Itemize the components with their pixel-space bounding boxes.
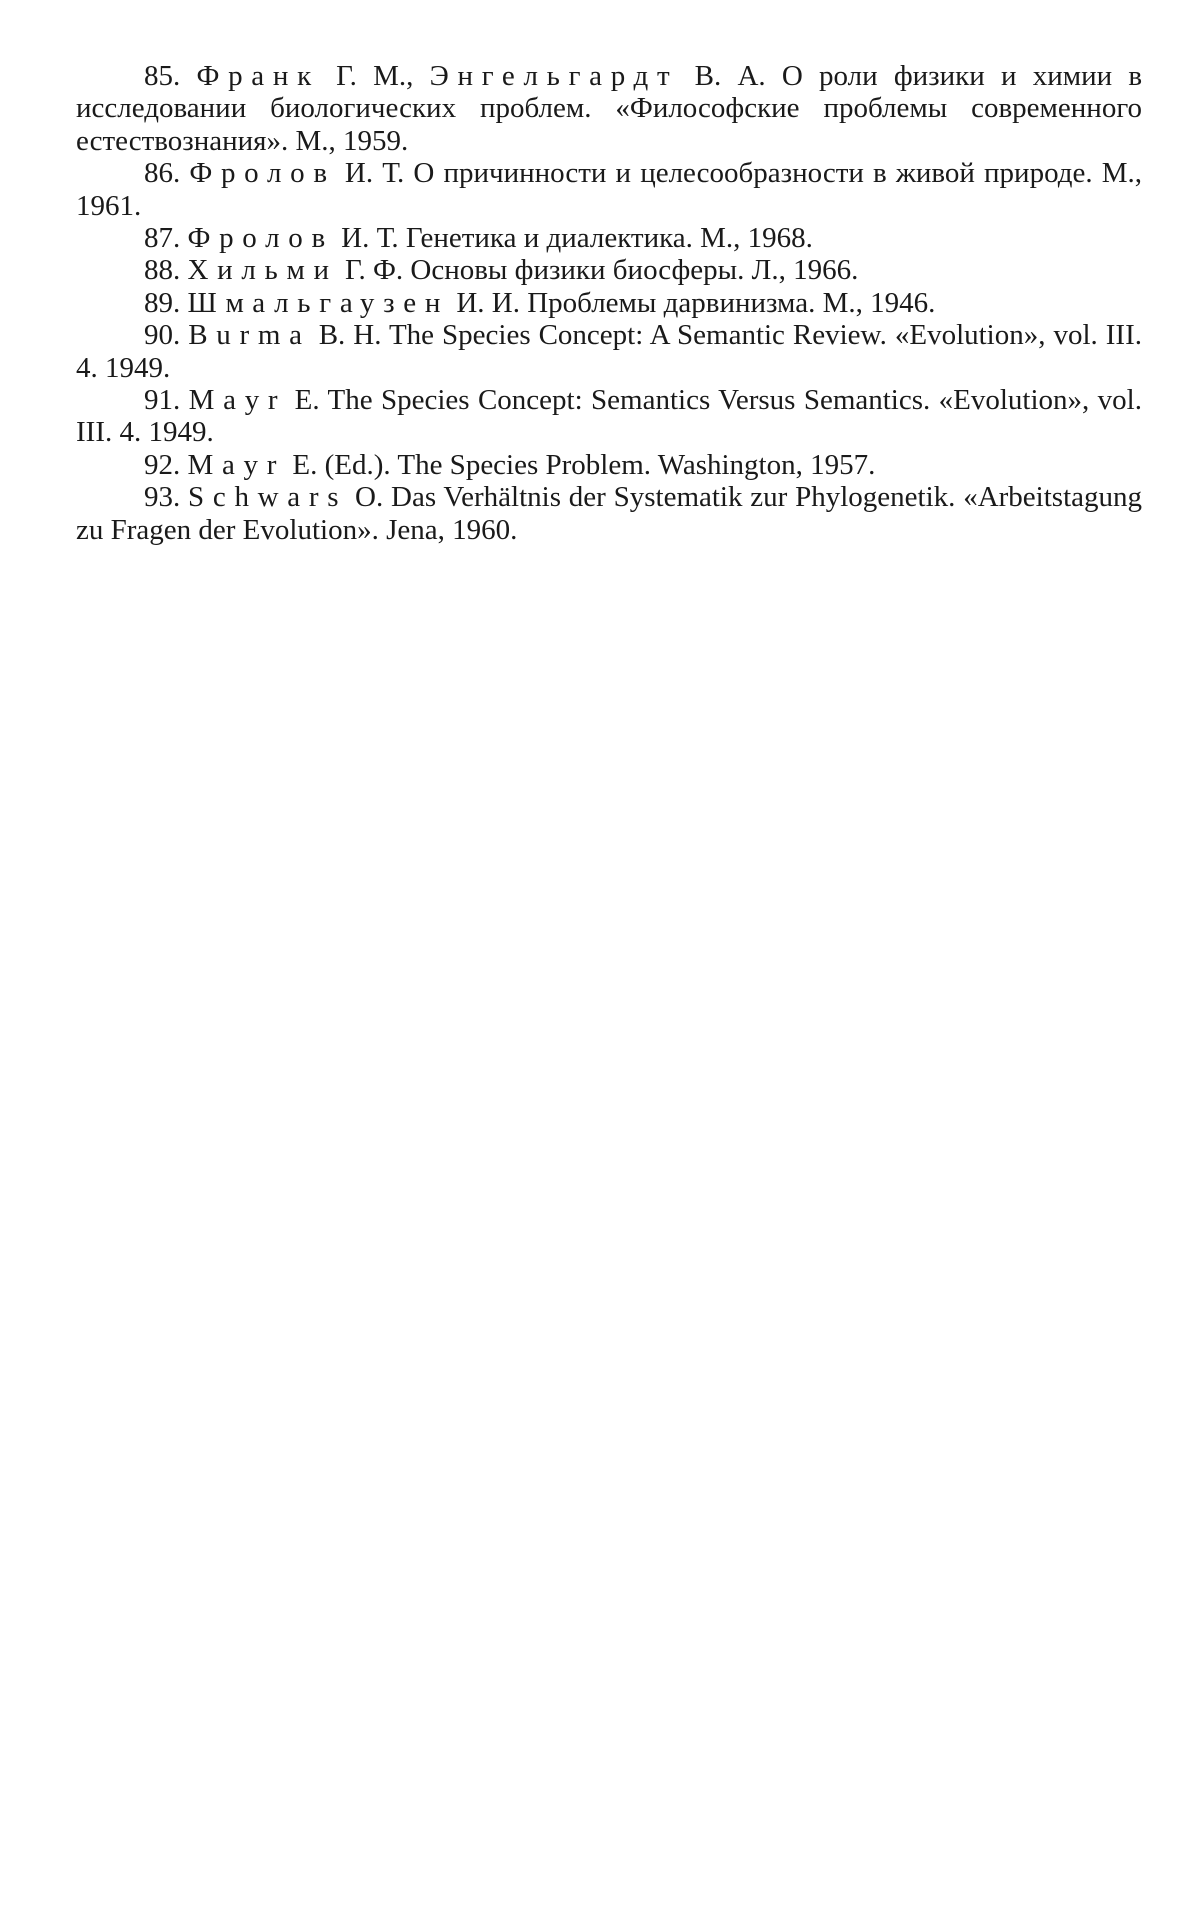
- reference-item: [76, 157, 1142, 222]
- reference-number: 85.: [144, 60, 181, 92]
- reference-author: Фролов: [189, 157, 336, 190]
- reference-author: Франк: [196, 60, 320, 92]
- reference-item: [76, 222, 1142, 254]
- reference-text: Основы физики биосферы. Л., 1966.: [410, 254, 859, 287]
- reference-text: О причинности и целесообразности в живой природе. М., 1961.: [76, 157, 1143, 222]
- reference-author: Mayr: [187, 448, 286, 481]
- reference-item: [76, 449, 1142, 481]
- reference-text: (Ed.). The Species Problem. Washington, 1957.: [324, 448, 876, 481]
- reference-initials: Г. М.,: [336, 60, 414, 92]
- reference-number: 90.: [144, 319, 181, 352]
- reference-number: 93.: [144, 481, 181, 514]
- reference-text: Проблемы дарвинизма. М., 1946.: [527, 286, 936, 319]
- reference-item: [76, 319, 1142, 384]
- reference-initials: O.: [355, 481, 384, 514]
- reference-initials: Г. Ф.: [344, 254, 404, 287]
- reference-author: Фролов: [187, 222, 334, 255]
- reference-author: Хильми: [187, 254, 338, 287]
- reference-list: [76, 60, 1142, 546]
- reference-author: Шмальгаузен: [187, 286, 450, 319]
- reference-number: 87.: [144, 222, 181, 255]
- reference-text: О роли физики и химии в исследовании биологических проблем. «Философские проблемы современного естествознания». М., 1959.: [76, 60, 1143, 157]
- reference-item: [76, 60, 1142, 157]
- reference-number: 92.: [144, 448, 181, 481]
- reference-initials: И. Т.: [341, 222, 399, 255]
- reference-item: [76, 287, 1142, 319]
- reference-initials: И. Т.: [344, 157, 405, 190]
- reference-author: Энгельгардт: [429, 60, 679, 92]
- reference-initials: E.: [292, 448, 318, 481]
- reference-author: Burma: [188, 319, 311, 352]
- reference-text: Das Verhältnis der Systematik zur Phylogenetik. «Arbeitstagung zu Fragen der Evolution». Jena, 1960.: [76, 481, 1142, 546]
- reference-text: The Species Concept: Semantics Versus Semantics. «Evolution», vol. III. 4. 1949.: [76, 384, 1142, 449]
- reference-item: [76, 384, 1142, 449]
- reference-initials: В. А.: [694, 60, 766, 92]
- reference-initials: B. H.: [318, 319, 382, 352]
- reference-author: Mayr: [188, 384, 287, 417]
- reference-item: [76, 254, 1142, 286]
- reference-number: 91.: [144, 384, 181, 417]
- reference-author: Schwars: [188, 481, 348, 514]
- reference-number: 88.: [144, 254, 181, 287]
- reference-initials: E.: [294, 384, 320, 417]
- reference-number: 86.: [144, 157, 181, 190]
- reference-text: Генетика и диалектика. М., 1968.: [405, 222, 813, 255]
- reference-number: 89.: [144, 286, 181, 319]
- reference-item: [76, 481, 1142, 546]
- reference-initials: И. И.: [456, 286, 520, 319]
- reference-text: The Species Concept: A Semantic Review. «Evolution», vol. III. 4. 1949.: [76, 319, 1143, 384]
